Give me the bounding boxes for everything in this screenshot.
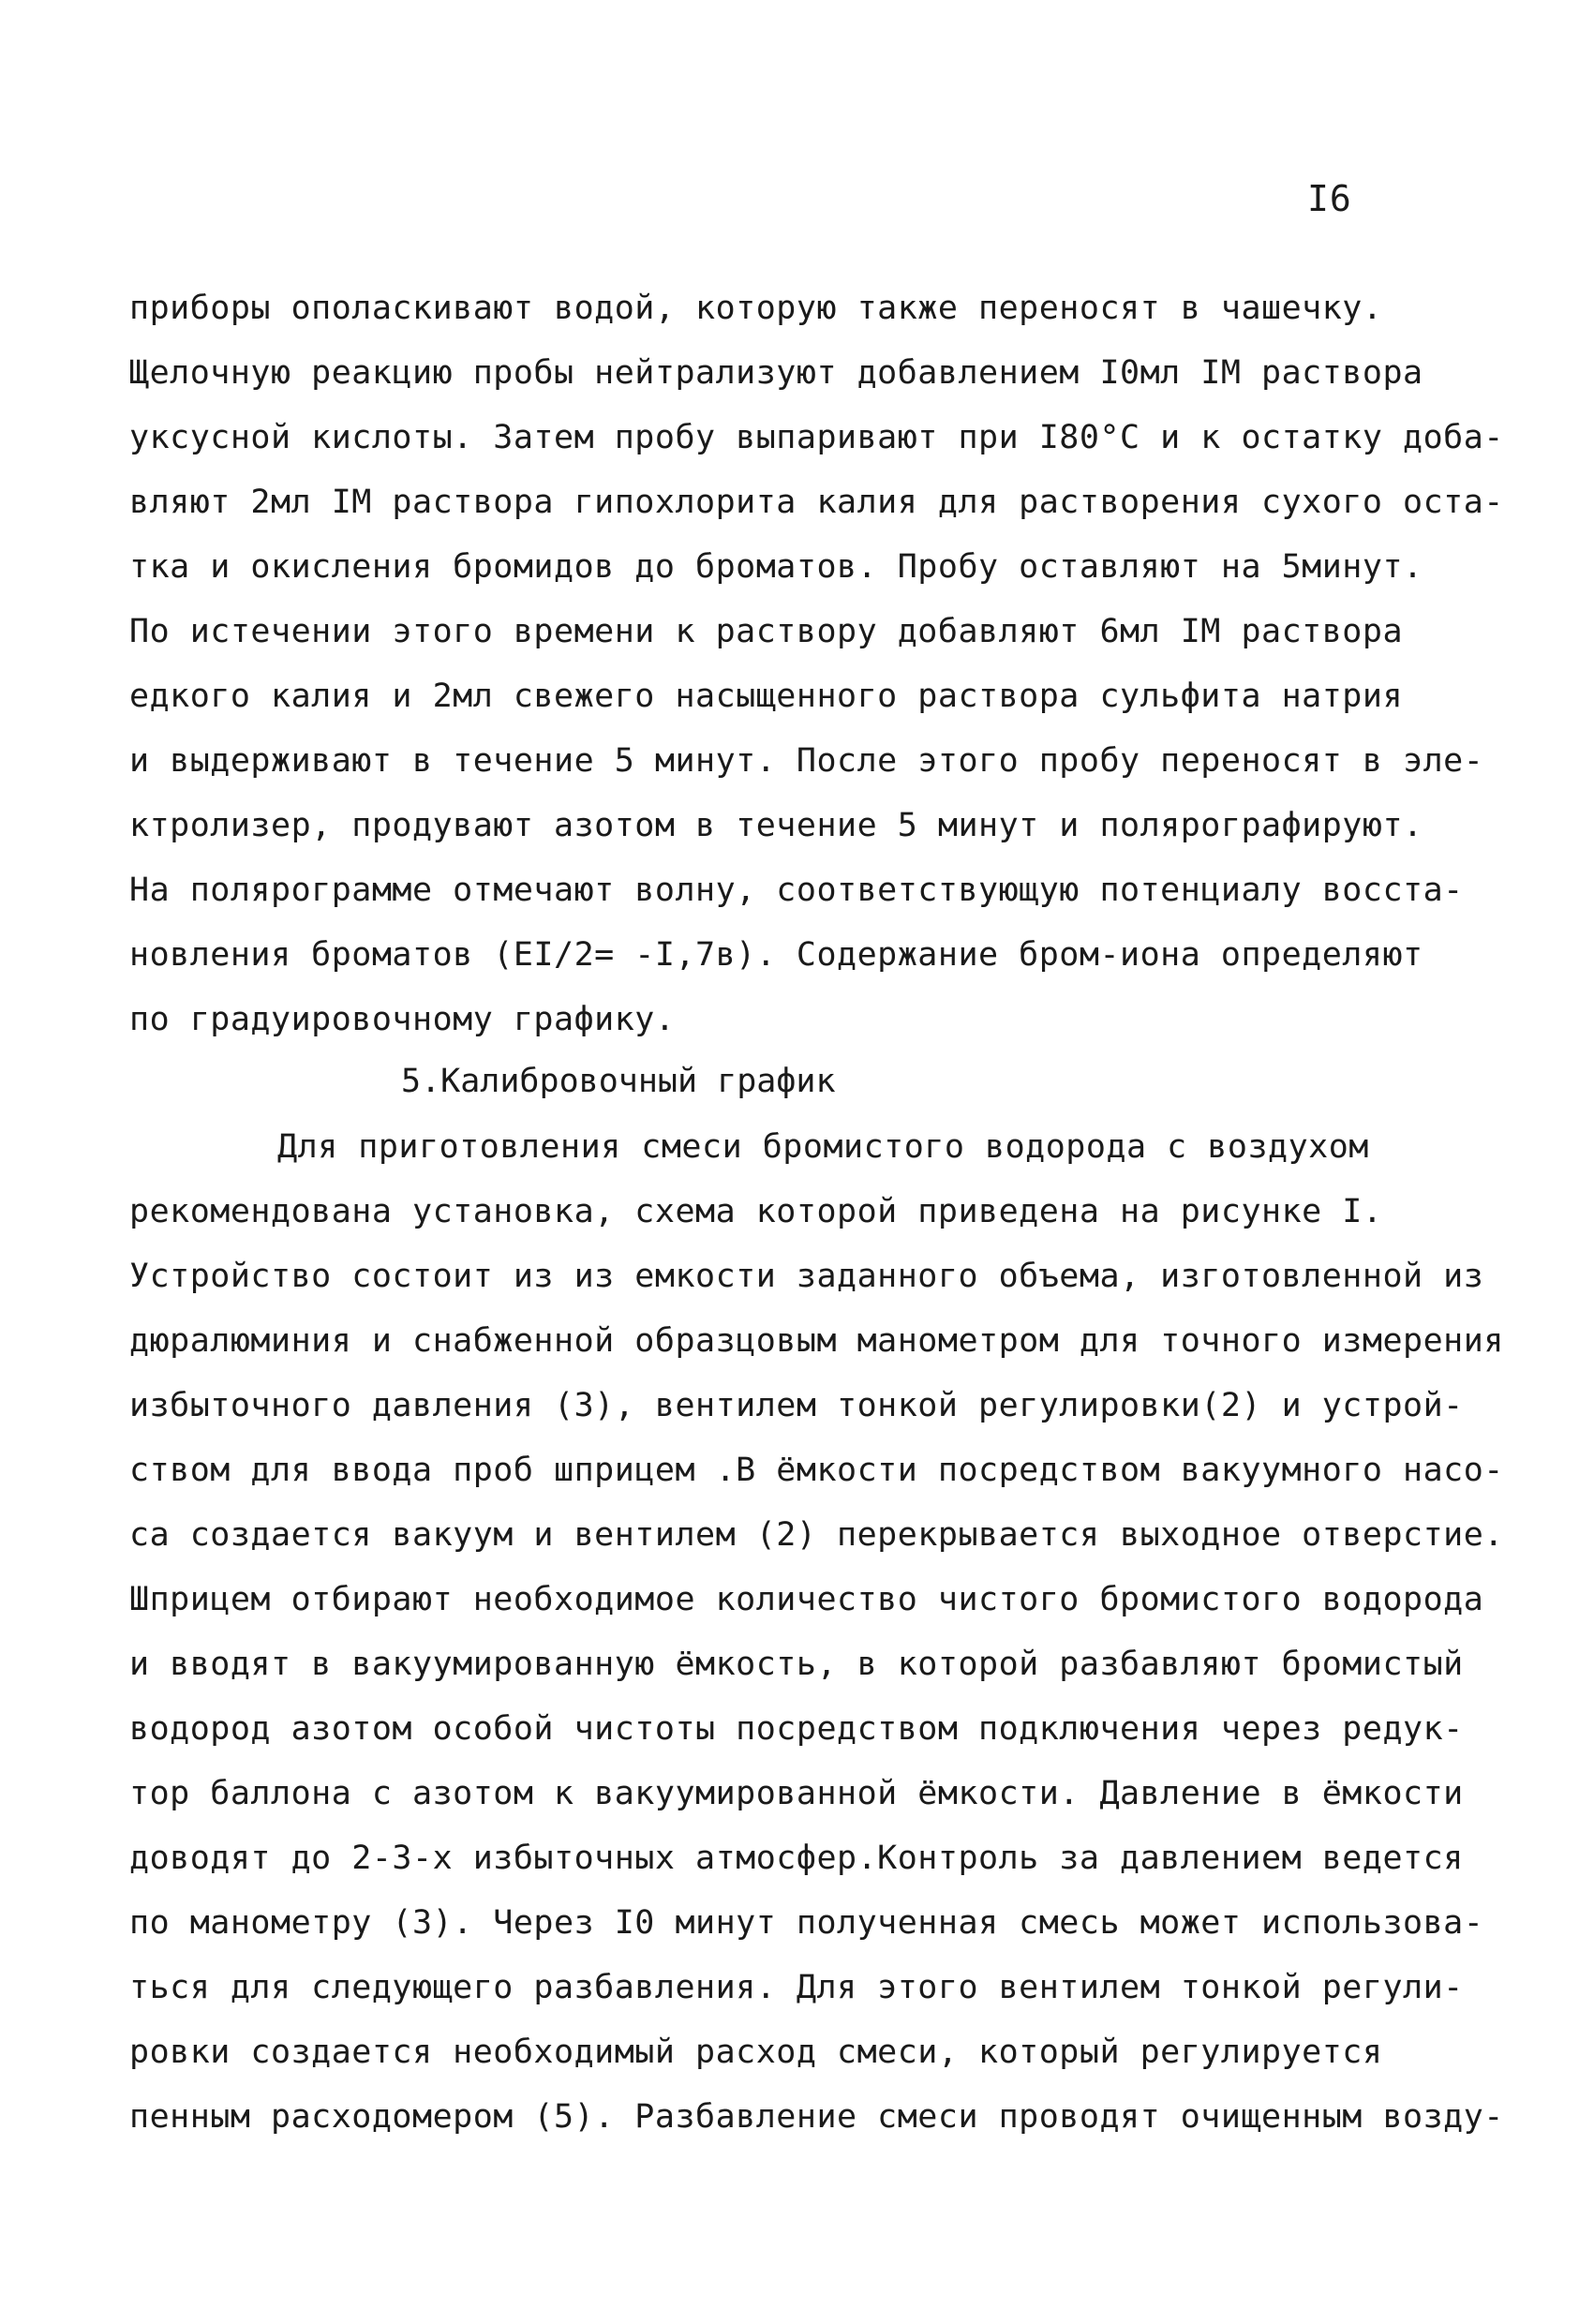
text-line: тор баллона с азотом к вакуумированной ёмкости. Давление в ёмкости [129,1775,1464,1812]
paragraph-procedure [129,276,1504,1052]
text-line: На полярограмме отмечают волну, соответствующую потенциалу восста- [129,872,1464,909]
text-line: приборы ополаскивают водой, которую также переносят в чашечку. [129,290,1383,327]
text-line: ться для следующего разбавления. Для этого вентилем тонкой регули- [129,1969,1464,2006]
text-line: избыточного давления (3), вентилем тонкой регулировки(2) и устрой- [129,1387,1464,1424]
text-line: новления броматов (EI/2= -I,7в). Содержание бром-иона определяют [129,936,1423,974]
text-line: уксусной кислоты. Затем пробу выпаривают при I80°С и к остатку доба- [129,419,1504,456]
text-line: дюралюминия и снабженной образцовым манометром для точного измерения [129,1322,1504,1360]
text-line: и вводят в вакуумированную ёмкость, в которой разбавляют бромистый [129,1646,1464,1683]
page-number: I6 [1307,178,1352,219]
text-line: Щелочную реакцию пробы нейтрализуют добавлением I0мл IМ раствора [129,354,1423,392]
text-line: ровки создается необходимый расход смеси, который регулируется [129,2034,1383,2071]
text-line: По истечении этого времени к раствору добавляют 6мл IМ раствора [129,613,1404,650]
text-line: по градуировочному графику. [129,1001,676,1038]
text-line: рекомендована установка, схема которой приведена на рисунке I. [129,1193,1383,1230]
text-line: водород азотом особой чистоты посредством подключения через редук- [129,1710,1464,1748]
text-line: ством для ввода проб шприцем .В ёмкости посредством вакуумного насо- [129,1452,1504,1489]
text-line: по манометру (3). Через I0 минут полученная смесь может использова- [129,1904,1484,1942]
text-line: Устройство состоит из из емкости заданного объема, изготовленной из [129,1258,1484,1295]
text-line: тка и окисления бромидов до броматов. Пробу оставляют на 5минут. [129,548,1423,586]
section-heading: 5.Калибровочный график [401,1063,836,1100]
text-line: Шприцем отбирают необходимое количество чистого бромистого водорода [129,1581,1484,1618]
text-line: едкого калия и 2мл свежего насыщенного раствора сульфита натрия [129,678,1404,715]
text-line: и выдерживают в течение 5 минут. После этого пробу переносят в эле- [129,742,1484,780]
text-line: доводят до 2-3-х избыточных атмосфер.Контроль за давлением ведется [129,1840,1464,1877]
text-line: пенным расходомером (5). Разбавление смеси проводят очищенным возду- [129,2098,1504,2136]
text-line: Для приготовления смеси бромистого водорода с воздухом [277,1128,1369,1166]
text-line: вляют 2мл IМ раствора гипохлорита калия для растворения сухого оста- [129,484,1504,521]
paragraph-calibration [129,1115,1504,2150]
text-line: са создается вакуум и вентилем (2) перекрывается выходное отверстие. [129,1516,1504,1554]
text-line: ктролизер, продувают азотом в течение 5 минут и полярографируют. [129,807,1423,844]
